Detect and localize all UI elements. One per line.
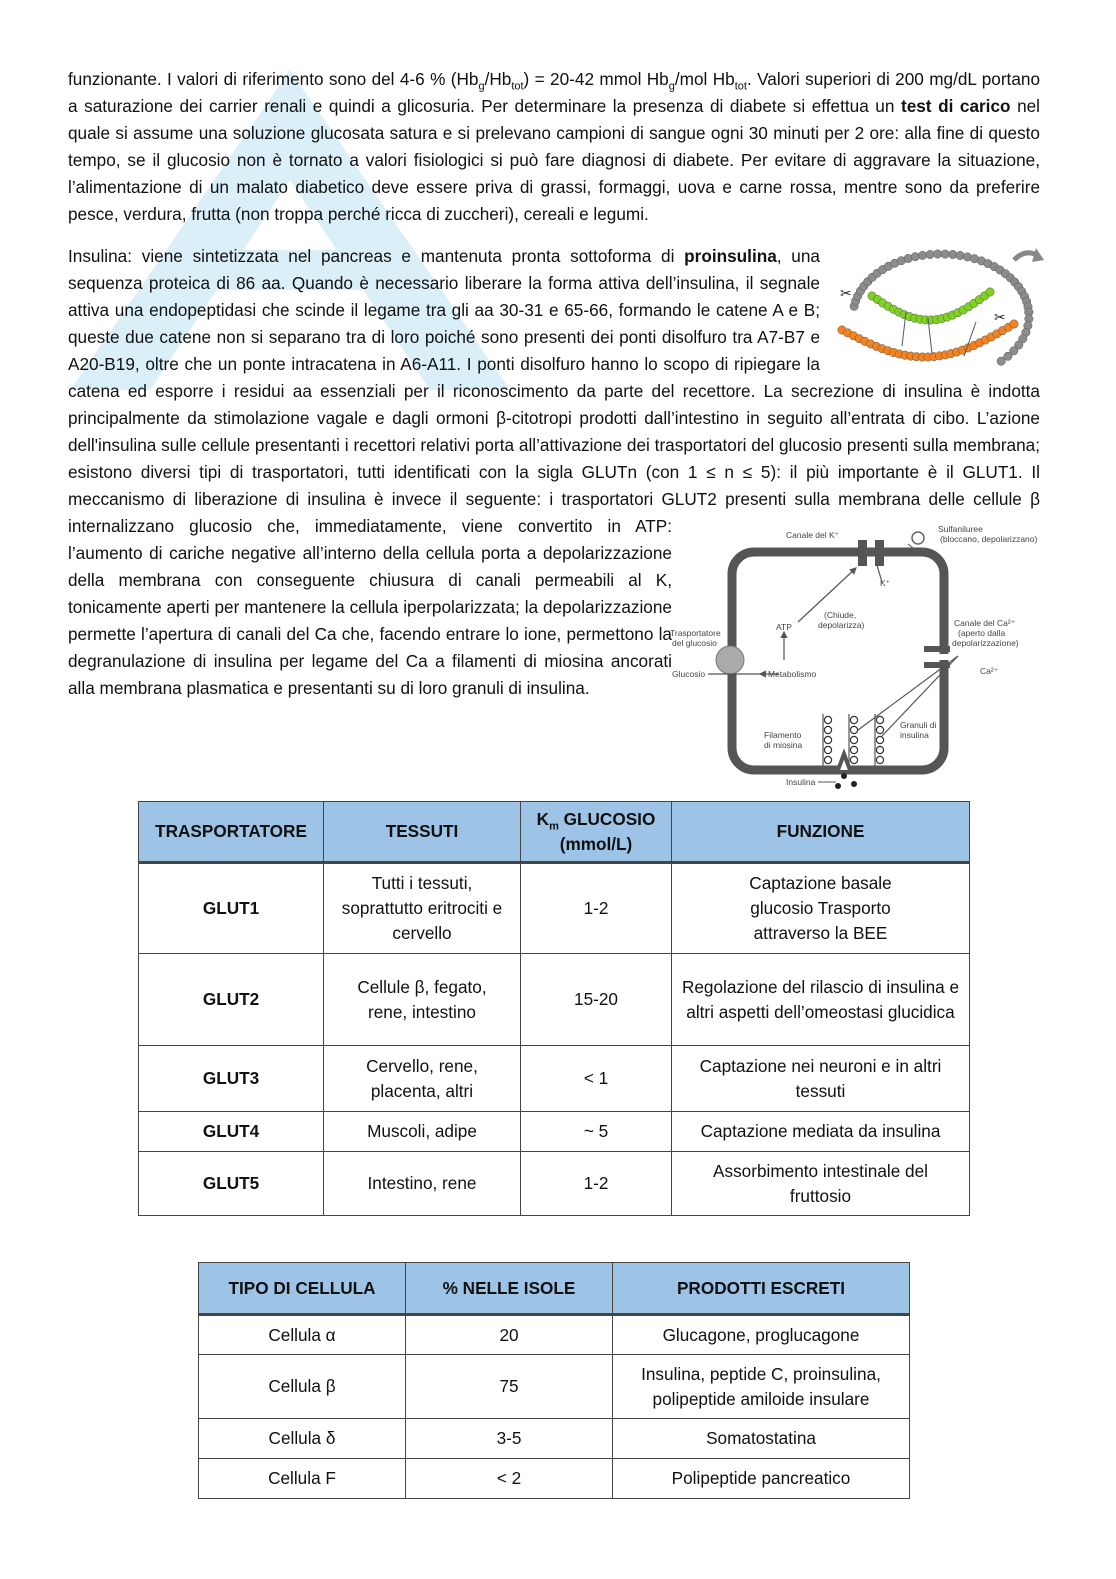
glut-function: Captazione basale glucosio Trasporto attraverso la BEE — [672, 863, 970, 954]
glut-km: 1-2 — [521, 863, 672, 954]
glut-table — [138, 801, 970, 1216]
cell-type: Cellula α — [199, 1315, 406, 1355]
label-sulfonylureas: Sulfaniluree — [938, 524, 983, 534]
amino-acid-bead — [997, 357, 1005, 365]
amino-acid-bead — [926, 250, 934, 258]
exocytosis-pocket — [838, 754, 850, 770]
label-insulin: Insulina — [786, 777, 816, 787]
cell-percent: < 2 — [406, 1459, 613, 1499]
glut-function: Captazione nei neuroni e in altri tessuti — [672, 1046, 970, 1112]
insulin-granule — [824, 756, 831, 763]
insulin-granules — [823, 714, 884, 766]
glut-function: Captazione mediata da insulina — [672, 1112, 970, 1152]
cell-type: Cellula β — [199, 1355, 406, 1419]
glut-km: ~ 5 — [521, 1112, 672, 1152]
glut-tissues: Cellule β, fegato, rene, intestino — [324, 954, 521, 1046]
header-km: $K_m$ GLUCOSIO (mmol/L) — [521, 802, 672, 863]
islet-cells-table — [198, 1262, 910, 1499]
table-row — [139, 1152, 970, 1216]
insulin-granule — [824, 746, 831, 753]
cell-products: Glucagone, proglucagone — [613, 1315, 910, 1355]
label-granules-2: insulina — [900, 730, 929, 740]
paragraph-insulin: Insulina: viene sintetizzata nel pancreas e mantenuta pronta sottoforma di proinsulina, una sequenza proteica di 86 aa. Quando è necessario liberare la forma attiva dell’insulina, il segnale attiva una endopeptidasi che scinde il legame tra gli aa 30-31 e 65-66, formando le catene A e B; queste due catene non si separano tra di loro poiché sono presenti dei ponti disolfuro tra A7-B7 e A20-B19, oltre che un ponte intracatena in A6-A11. I ponti disolfuro hanno lo scopo di ripiegare la catena ed esporre i residui aa essenziali per il riconoscimento da parte del recettore. La secrezione di insulina è indotta principalmente da stimolazione vagale e dagli ormoni β-citotropi prodotti dall’intestino in seguito all’entrata di cibo. L’azione dell'insulina sulle cellule presentanti i recettori relativi porta all’attivazione dei trasportatori del glucosio presenti sulla membrana; esistono diversi tipi di trasportatori, tutti identificati con la sigla GLUTn (con 1 ≤ n ≤ 5): il più importante è il GLUT1. Il meccanismo di liberazione di insulina è invece il seguente: i trasportatori GLUT2 presenti sulla membrana delle cellule β internalizzano glucosio che, immediatamente, viene convertito in ATP: l’aumento di cariche negative all’interno della cellula porta a depolarizzazione della membrana con conseguente chiusura di canali permeabili al K, tonicamente aperti per mantenere la cellula iperpolarizzata; la depolarizzazione permette l’apertura di canali del Ca che, facendo entrare lo ione, permettono la degranulazione di insulina per legame del Ca a filamenti di miosina ancorati alla membrana plasmatica e presentanti su di loro granuli di insulina. — [68, 243, 1040, 768]
header-cell-type: TIPO DI CELLULA — [199, 1263, 406, 1315]
glut-function: Regolazione del rilascio di insulina e altri aspetti dell’omeostasi glucidica — [672, 954, 970, 1046]
cell-products: Somatostatina — [613, 1419, 910, 1459]
table-row — [139, 954, 970, 1046]
paragraph-diabetes: funzionante. I valori di riferimento sono del 4-6 % $(Hb_g/Hb_{tot}) = 20-42$ mmol $Hb_g$/mol $Hb_{tot}$. Valori superiori di 200 mg/dL portano a saturazione dei carrier renali e quindi a glicosuria. Per determinare la presenza di diabete si effettua un test di carico nel quale si assume una soluzione glucosata satura e si prelevano campioni di sangue ogni 30 minuti per 2 ore: alla fine di questo tempo, se il glucosio non è tornato a valori fisiologici si può fare diagnosi di diabete. Per evitare di aggravare la situazione, l’alimentazione di un malato diabetico deve essere priva di grassi, formaggi, uova e carne rossa, mentre sono da preferire pesce, verdura, frutta (non troppa perché ricca di zuccheri), cereali e legumi. — [68, 69, 1041, 224]
label-close-note-2: depolarizza) — [818, 620, 865, 630]
glut-km: < 1 — [521, 1046, 672, 1112]
label-ca-channel: Canale del Ca²⁺ — [954, 618, 1016, 628]
table-row — [139, 1112, 970, 1152]
glut-tissues: Intestino, rene — [324, 1152, 521, 1216]
scissors-left-icon: ✂ — [840, 285, 852, 301]
insulin-granule — [876, 756, 883, 763]
label-transporter: Trasportatore — [670, 628, 721, 638]
ca-channel-top — [924, 646, 950, 652]
glucose-transporter-icon — [716, 646, 744, 674]
label-filaments: Filamento — [764, 730, 802, 740]
proinsulin-green-chain — [868, 288, 994, 324]
glut-km: 1-2 — [521, 1152, 672, 1216]
amino-acid-bead — [1010, 320, 1018, 328]
table-row — [199, 1355, 910, 1419]
glut-name: GLUT2 — [139, 954, 324, 1046]
amino-acid-bead — [933, 250, 941, 258]
table-row — [139, 1046, 970, 1112]
glut-name: GLUT1 — [139, 863, 324, 954]
insulin-granule — [824, 726, 831, 733]
ca-channel-gap — [920, 654, 950, 660]
amino-acid-bead — [956, 251, 964, 259]
cell-percent: 3-5 — [406, 1419, 613, 1459]
label-close-note: (Chiude, — [824, 610, 857, 620]
label-sulfonylureas-note: (bloccano, depolarizzano) — [940, 534, 1038, 544]
label-filaments-2: di miosina — [764, 740, 803, 750]
cell-products: Insulina, peptide C, proinsulina, polipeptide amiloide insulare — [613, 1355, 910, 1419]
glut-name: GLUT3 — [139, 1046, 324, 1112]
islet-table-header — [199, 1263, 910, 1315]
table-row — [199, 1419, 910, 1459]
beta-cell-diagram — [668, 522, 1050, 794]
insulin-granule — [850, 726, 857, 733]
sulfonylurea-icon — [912, 532, 924, 544]
header-tissues: TESSUTI — [324, 802, 521, 863]
cell-products: Polipeptide pancreatico — [613, 1459, 910, 1499]
label-glucose: Glucosio — [672, 669, 706, 679]
glut-function: Assorbimento intestinale del fruttosio — [672, 1152, 970, 1216]
label-ca-channel-3: depolarizzazione) — [952, 638, 1019, 648]
label-ca-channel-2: (aperto dalla — [958, 628, 1006, 638]
label-k-ion: K⁺ — [880, 578, 891, 588]
cell-percent: 75 — [406, 1355, 613, 1419]
glut-table-header — [139, 802, 970, 863]
insulin-granule — [876, 746, 883, 753]
insulin-granule — [850, 736, 857, 743]
header-transporter: TRASPORTATORE — [139, 802, 324, 863]
amino-acid-bead — [986, 288, 994, 296]
table-row — [139, 863, 970, 954]
glut-tissues: Cervello, rene, placenta, altri — [324, 1046, 521, 1112]
table-row — [199, 1459, 910, 1499]
header-products: PRODOTTI ESCRETI — [613, 1263, 910, 1315]
label-metabolism: Metabolismo — [768, 669, 817, 679]
cell-type: Cellula F — [199, 1459, 406, 1499]
label-ca-ion: Ca²⁺ — [980, 666, 999, 676]
header-function: FUNZIONE — [672, 802, 970, 863]
proinsulin-orange-chain — [838, 320, 1018, 361]
insulin-granule — [876, 716, 883, 723]
insulin-granule — [876, 736, 883, 743]
proinsulin-diagram — [836, 238, 1046, 378]
label-granules: Granuli di — [900, 720, 937, 730]
label-atp: ATP — [776, 622, 792, 632]
cell-percent: 20 — [406, 1315, 613, 1355]
insulin-granule — [850, 756, 857, 763]
label-transporter-2: del glucosio — [672, 638, 717, 648]
amino-acid-bead — [949, 250, 957, 258]
amino-acid-bead — [911, 253, 919, 261]
k-channel-left — [858, 540, 867, 566]
amino-acid-bead — [918, 251, 926, 259]
glut-tissues: Muscoli, adipe — [324, 1112, 521, 1152]
insulin-granule — [824, 736, 831, 743]
amino-acid-bead — [941, 250, 949, 258]
scissors-right-icon: ✂ — [994, 309, 1006, 325]
insulin-granule — [876, 726, 883, 733]
insulin-granule — [850, 716, 857, 723]
label-k-channel: Canale del K⁺ — [786, 530, 840, 540]
glut-name: GLUT4 — [139, 1112, 324, 1152]
glut-km: 15-20 — [521, 954, 672, 1046]
glut-name: GLUT5 — [139, 1152, 324, 1216]
header-percent: % NELLE ISOLE — [406, 1263, 613, 1315]
table-row — [199, 1315, 910, 1355]
cell-type: Cellula δ — [199, 1419, 406, 1459]
glut-tissues: Tutti i tessuti, soprattutto eritrociti e cervello — [324, 863, 521, 954]
insulin-granule — [824, 716, 831, 723]
insulin-granule — [850, 746, 857, 753]
